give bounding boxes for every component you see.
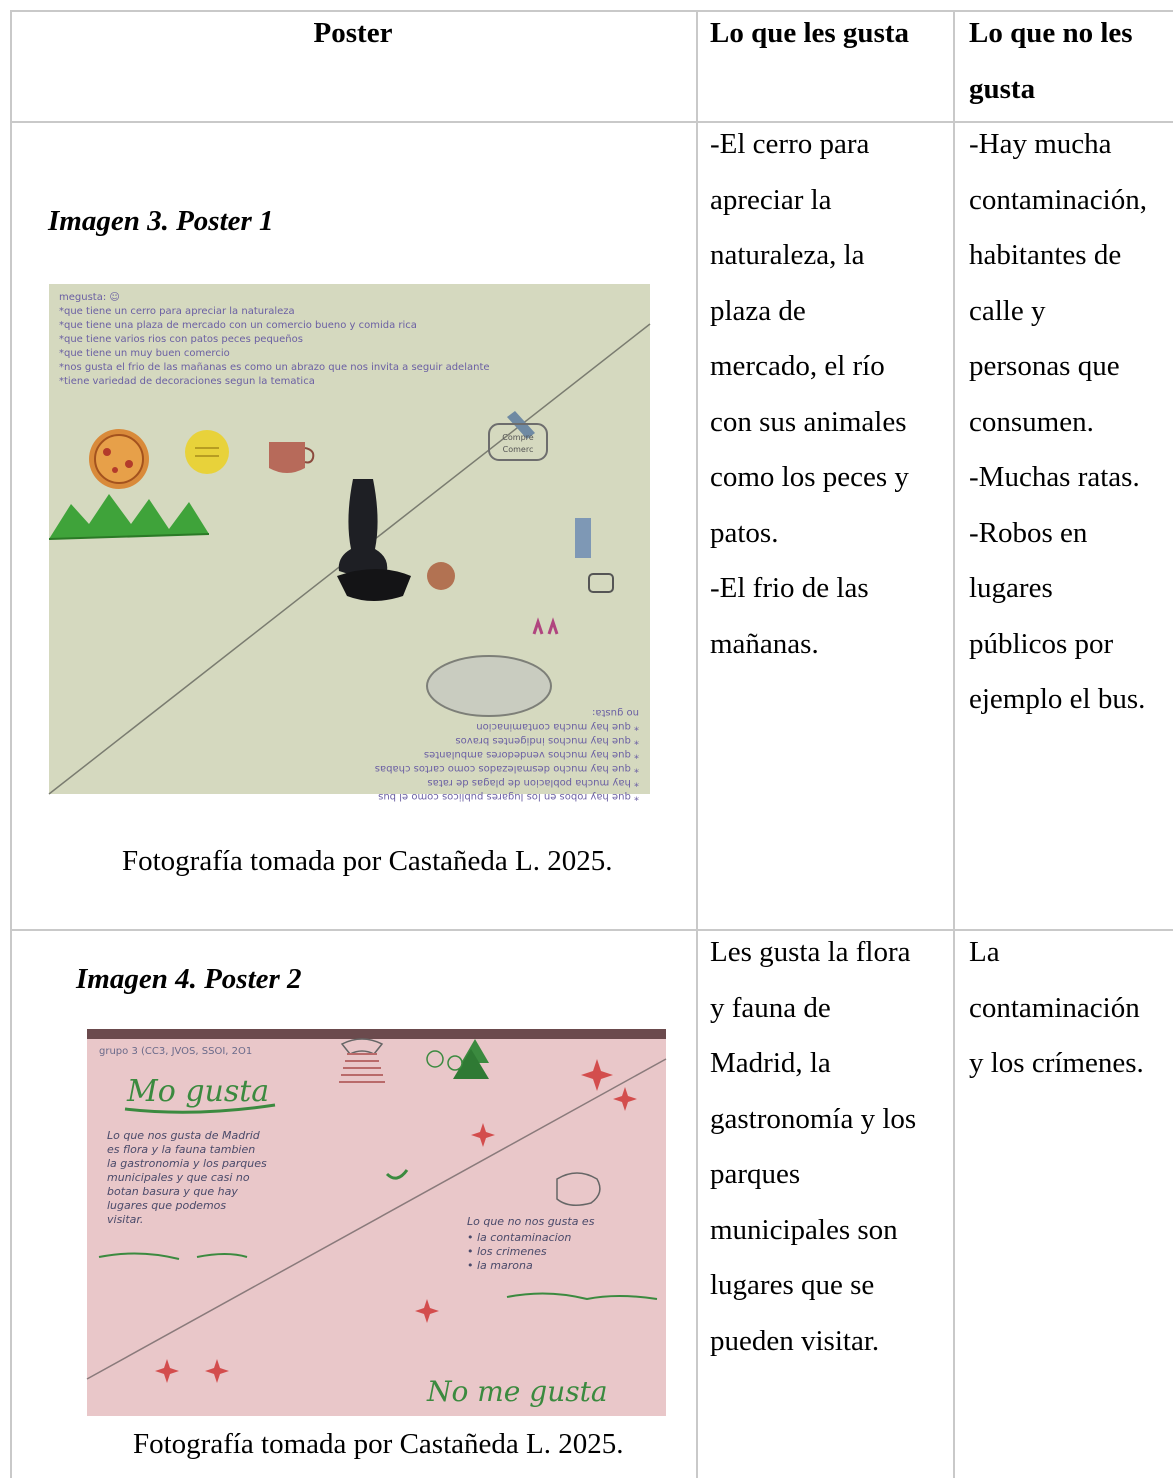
poster-1-rotated-line: * que hay robos en los lugares publicos como el bus	[378, 791, 639, 802]
header-dislikes: Lo que no les gusta	[969, 17, 1133, 105]
dislikes-line: La	[969, 936, 1000, 968]
poster-1-rotated-line: no gusta:	[592, 707, 639, 718]
poster-2-dislike-line: • la contaminacion	[467, 1231, 572, 1244]
poster-2-dislike-line: • los crimenes	[467, 1245, 547, 1258]
poster-1-line: *que tiene un muy buen comercio	[59, 348, 230, 359]
likes-line: naturaleza, la	[710, 239, 865, 271]
likes-line: y fauna de	[710, 991, 831, 1024]
dislikes-line: personas que	[969, 350, 1120, 382]
poster-1-rotated-line: * que hay mucha contaminacion	[476, 721, 639, 732]
dislikes-line: contaminación	[969, 991, 1140, 1024]
dislikes-line: públicos por	[969, 627, 1114, 660]
dislikes-line: -Muchas ratas.	[969, 461, 1140, 493]
likes-line: mercado, el río	[710, 350, 885, 382]
poster-2-like-line: la gastronomia y los parques	[107, 1157, 267, 1170]
poster-2-photo	[87, 1029, 666, 1416]
likes-line: como los peces y	[710, 461, 909, 493]
svg-text:Comerc: Comerc	[502, 445, 534, 454]
likes-line: -El cerro para	[710, 128, 870, 160]
dislikes-line: calle y	[969, 294, 1046, 327]
dislikes-line: ejemplo el bus.	[969, 683, 1146, 715]
poster-1-rotated-line: * hay mucha poblacion de plagas de ratas	[427, 777, 639, 788]
poster-1-line: *que tiene varios rios con patos peces pequeños	[59, 334, 303, 345]
dislikes-line: contaminación,	[969, 183, 1147, 216]
poster-2-dislike-title: Lo que no nos gusta es	[467, 1215, 595, 1228]
poster-1-line: *tiene variedad de decoraciones segun la tematica	[59, 376, 315, 387]
likes-line: municipales son	[710, 1213, 898, 1246]
likes-line: lugares que se	[710, 1269, 875, 1301]
poster-2-drawing	[87, 1029, 666, 1416]
likes-line: -El frio de las	[710, 572, 869, 604]
column-divider-1	[696, 10, 698, 1478]
likes-line: apreciar la	[710, 183, 832, 216]
likes-line: parques	[710, 1158, 801, 1190]
dislikes-line: y los crímenes.	[969, 1047, 1144, 1079]
poster-1-likes	[710, 117, 950, 672]
poster-1-line: *que tiene una plaza de mercado con un comercio bueno y comida rica	[59, 320, 417, 331]
poster-1-dislikes	[969, 117, 1173, 728]
dislikes-line: habitantes de	[969, 239, 1122, 271]
poster-1-rotated-line: * que hay muchos vendedores ambulantes	[423, 749, 639, 760]
poster-2-like-line: botan basura y que hay	[107, 1185, 238, 1198]
poster-2-like-line: es flora y la fauna tambien	[107, 1143, 256, 1156]
header-poster: Poster	[313, 17, 393, 49]
poster-2-credit: Fotografía tomada por Castañeda L. 2025.	[133, 1428, 624, 1460]
likes-line: mañanas.	[710, 627, 819, 660]
poster-2-top-note: grupo 3 (CC3, JVOS, SSOI, 2O1	[99, 1046, 253, 1057]
poster-2-like-line: lugares que podemos	[107, 1199, 227, 1212]
dislikes-line: lugares	[969, 572, 1053, 604]
poster-1-caption: Imagen 3. Poster 1	[48, 205, 274, 237]
poster-1-drawing	[49, 284, 650, 802]
poster-2-like-line: Lo que nos gusta de Madrid	[107, 1129, 260, 1142]
poster-1-line: *nos gusta el frio de las mañanas es como un abrazo que nos invita a seguir adelante	[59, 362, 490, 373]
likes-line: pueden visitar.	[710, 1324, 880, 1357]
poster-2-like-line: municipales y que casi no	[107, 1171, 250, 1184]
dislikes-line: -Robos en	[969, 516, 1088, 549]
poster-1-credit: Fotografía tomada por Castañeda L. 2025.	[122, 845, 613, 877]
poster-1-line: *que tiene un cerro para apreciar la naturaleza	[59, 306, 295, 317]
poster-1-rotated-line: * que hay mucho desmalezados como cartos chabas	[374, 763, 639, 774]
likes-line: gastronomía y los	[710, 1102, 917, 1135]
column-divider-2	[953, 10, 955, 1478]
poster-2-dislike-heading: No me gusta	[427, 1375, 608, 1408]
likes-line: patos.	[710, 516, 779, 549]
poster-1-photo	[49, 284, 650, 802]
poster-1-rotated-line: * que hay muchos indigentes bravos	[455, 735, 639, 746]
likes-line: plaza de	[710, 294, 806, 327]
table-border-left	[10, 10, 12, 1478]
dislikes-line: consumen.	[969, 405, 1094, 438]
poster-2-dislike-line: • la marona	[467, 1259, 533, 1272]
poster-2-likes	[710, 925, 950, 1369]
poster-2-like-title: Mo gusta	[127, 1074, 270, 1109]
poster-2-like-line: visitar.	[107, 1213, 144, 1226]
header-likes: Lo que les gusta	[710, 17, 910, 49]
poster-2-caption: Imagen 4. Poster 2	[76, 963, 302, 995]
likes-line: Madrid, la	[710, 1047, 831, 1079]
likes-line: Les gusta la flora	[710, 936, 911, 968]
poster-1-line: megusta: ☺	[59, 292, 120, 303]
likes-line: con sus animales	[710, 405, 907, 438]
svg-text:Compre: Compre	[502, 433, 534, 442]
dislikes-line: -Hay mucha	[969, 128, 1112, 160]
poster-2-dislikes	[969, 925, 1173, 1092]
